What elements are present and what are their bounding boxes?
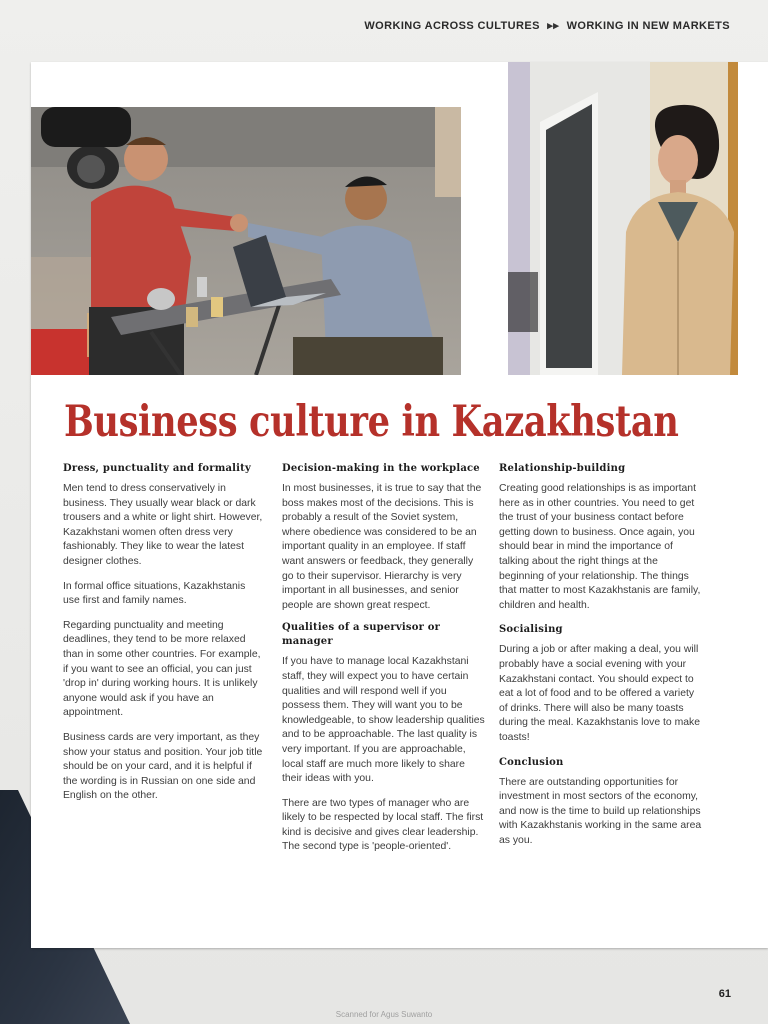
article-column-3 — [499, 462, 704, 858]
section-heading: Dress, punctuality and formality — [63, 463, 251, 474]
header-section: WORKING ACROSS CULTURES — [364, 20, 540, 32]
paragraph: During a job or after making a deal, you will probably have a social evening with your Kazakhstani contact. You should expect to eat a lot of food and to be offered a variety of drinks. There will also be many toasts during the meal. Kazakhstanis love to make toasts! — [499, 644, 700, 743]
header-subsection: WORKING IN NEW MARKETS — [566, 20, 730, 32]
section-heading: Socialising — [499, 624, 563, 636]
header-arrow-icon: ▸▸ — [547, 20, 560, 32]
paragraph: In most businesses, it is true to say that the boss makes most of the decisions. This is probably a result of the Soviet system, where obedience was considered to be an important quality in an employee. If staff want answers or feedback, they generally go to their supervisor. Hierarchy is very important in all businesses, and senior people are shown great respect. — [282, 483, 482, 611]
paragraph: If you have to manage local Kazakhstani staff, they will expect you to have certain qualities and will respond well if you possess them. They will want you to be knowledgeable, to show leadership qualities and to be approachable. The last quality is very important. If you are approachable, local staff are much more likely to share their ideas with you. — [282, 656, 485, 785]
businesswoman-photo — [508, 62, 738, 375]
section-heading: Decision-making in the workplace — [282, 463, 480, 474]
handshake-photo — [31, 107, 461, 375]
article-column-1 — [63, 462, 263, 814]
section-heading: Conclusion — [499, 756, 564, 768]
article-column-2 — [282, 462, 487, 865]
handshake-illustration — [31, 107, 461, 375]
paragraph: There are outstanding opportunities for investment in most sectors of the economy, and now is the time to build up relationships with Kazakhstanis working in the same area as you. — [499, 776, 702, 846]
page-number: 61 — [718, 988, 731, 1000]
paragraph: Creating good relationships is as important here as in other countries. You need to get the trust of your business contact before getting down to business. Once again, you should bear in mind the importance of talking about the right things at the beginning of your relationship. The things that matter to most Kazakhstanis are family, children and health. — [499, 483, 701, 611]
paragraph: Regarding punctuality and meeting deadlines, they tend to be more relaxed than in some other countries. For example, if you want to see an official, you can just 'drop in' during working hours. It is unlikely anyone would ask if you have an appointment. — [63, 619, 261, 719]
article-title: Business culture in Kazakhstan — [64, 397, 679, 447]
paragraph: There are two types of manager who are likely to be respected by local staff. The first kind is decisive and gives clear leadership. The second type is 'people-oriented'. — [282, 797, 484, 853]
section-heading: Relationship-building — [499, 463, 626, 474]
businesswoman-illustration — [508, 62, 738, 375]
paragraph: Business cards are very important, as they show your status and position. Your job title should be on your card, and it is helpful if the wording is in Russian on one side and English on the other. — [63, 731, 263, 802]
scan-credit: Scanned for Agus Suwanto — [335, 1010, 433, 1019]
section-heading: Qualities of a supervisor or manager — [282, 622, 441, 648]
paragraph: Men tend to dress conservatively in business. They usually wear black or dark trousers and a white or light shirt. However, Kazakhstani women often dress very fashionably. They like to wear the latest designer clothes. — [63, 483, 263, 567]
paragraph: In formal office situations, Kazakhstanis use first and family names. — [63, 580, 246, 607]
running-header — [364, 19, 730, 32]
